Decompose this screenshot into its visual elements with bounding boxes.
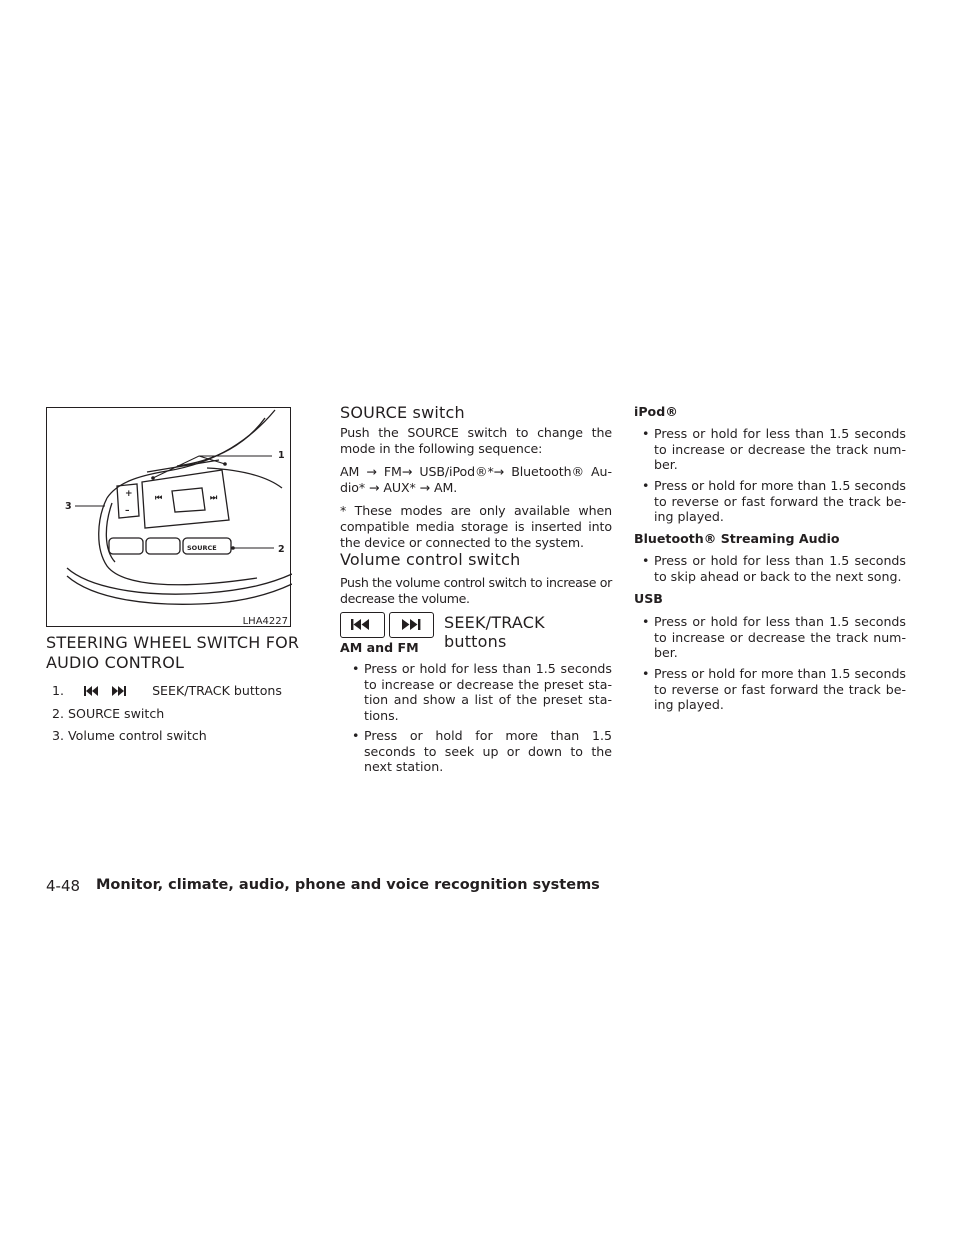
next-track-button-icon <box>389 612 434 638</box>
list-label: Volume control switch <box>68 728 207 743</box>
chapter-title: Monitor, climate, audio, phone and voice recognition systems <box>96 877 600 893</box>
am-fm-bullet-1: • Press or hold for less than 1.5 seconds to increase or decrease the preset station and show a list of the preset stations. <box>352 661 612 723</box>
figure-code: LHA4227 <box>242 616 288 627</box>
svg-text:⏮: ⏮ <box>155 493 163 502</box>
usb-bullet-2: • Press or hold for more than 1.5 seconds to reverse or fast forward the track being played. <box>642 666 906 713</box>
volume-heading: Volume control switch <box>340 550 521 569</box>
am-fm-bullet-2: • Press or hold for more than 1.5 seconds to seek up or down to the next station. <box>352 728 612 775</box>
steering-list-item-2 <box>52 706 164 722</box>
am-fm-title: AM and FM <box>340 640 419 655</box>
page-number: 4-48 <box>46 877 81 895</box>
prev-track-icon <box>84 686 86 696</box>
volume-text: Push the volume control switch to increase or decrease the volume. <box>340 575 612 606</box>
spoke-outline <box>99 498 257 585</box>
list-label: SOURCE switch <box>68 706 165 721</box>
lower-key-2 <box>146 538 180 554</box>
steering-wheel-diagram <box>47 408 292 628</box>
next-track-icon <box>112 686 118 696</box>
list-num: 3. <box>52 728 65 743</box>
callout-3: 3 <box>65 501 72 512</box>
svg-text:+: + <box>125 489 133 499</box>
callout-1: 1 <box>278 450 285 461</box>
steering-list-item-1 <box>52 683 282 701</box>
usb-bullet-1: • Press or hold for less than 1.5 seconds to increase or decrease the track number. <box>642 614 906 661</box>
steering-switch-illustration <box>46 407 291 627</box>
source-note: * These modes are only available when compatible media storage is inserted into the device or connected to the system. <box>340 503 612 550</box>
steering-heading-line1: STEERING WHEEL SWITCH FOR <box>46 633 300 652</box>
usb-title: USB <box>634 591 663 606</box>
svg-text:–: – <box>125 506 130 516</box>
bt-title: Bluetooth® Streaming Audio <box>634 531 840 546</box>
ipod-title: iPod® <box>634 404 678 419</box>
seek-track-inline-icons <box>68 685 148 701</box>
callout-2: 2 <box>278 544 285 555</box>
source-heading: SOURCE switch <box>340 403 465 422</box>
seek-heading: SEEK/TRACK buttons <box>444 613 545 651</box>
list-num: 1. <box>52 683 65 698</box>
steering-list-item-3 <box>52 728 207 744</box>
svg-text:⏭: ⏭ <box>210 493 218 502</box>
source-sequence: AM → FM→ USB/iPod®*→ Bluetooth® Audio* → AUX* → AM. <box>340 464 612 495</box>
prev-track-button-icon <box>340 612 385 638</box>
lower-key-1 <box>109 538 143 554</box>
ipod-bullet-1: • Press or hold for less than 1.5 seconds to increase or decrease the track number. <box>642 426 906 473</box>
steering-heading <box>46 633 310 673</box>
list-label: SEEK/TRACK buttons <box>152 683 282 698</box>
ipod-bullet-2: • Press or hold for more than 1.5 seconds to reverse or fast forward the track being played. <box>642 478 906 525</box>
wheel-rim-lower <box>67 568 292 594</box>
source-intro: Push the SOURCE switch to change the mode in the following sequence: <box>340 425 612 456</box>
list-num: 2. <box>52 706 65 721</box>
source-key-label: SOURCE <box>187 544 217 552</box>
bt-bullet-1: • Press or hold for less than 1.5 seconds to skip ahead or back to the next song. <box>642 553 906 584</box>
center-pad <box>172 488 205 512</box>
wheel-rim-inner <box>177 418 265 466</box>
steering-heading-line2: AUDIO CONTROL <box>46 653 185 672</box>
